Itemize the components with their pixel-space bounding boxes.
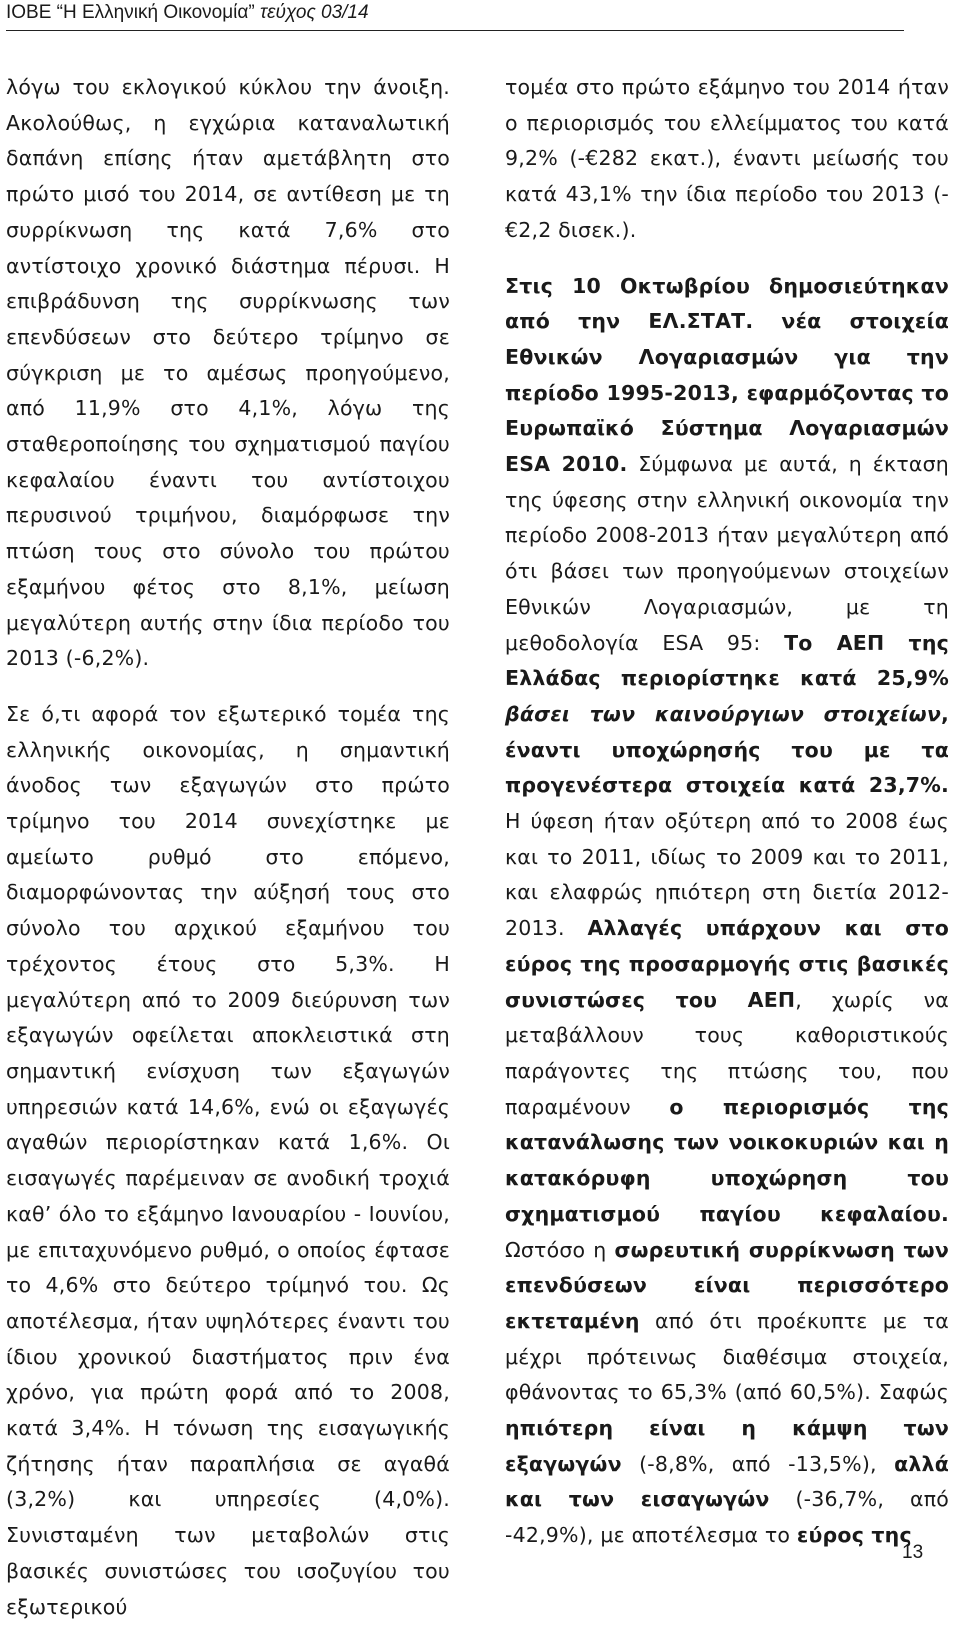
text-run: από ότι προέκυπτε με τα μέχρι πρότεινως διαθέσιμα στοιχεία, φθάνοντας το 65,3% (από 60,5%). Σαφώς bbox=[505, 1308, 949, 1405]
bold-text: Στις 10 Οκτωβρίου δημοσιεύτηκαν από την ΕΛ.ΣΤΑΤ. νέα στοιχεία Εθνικών Λογαριασμών για την περίοδο 1995-2013, εφαρμόζοντας το Ευρωπαϊκό Σύστημα Λογαριασμών ESA 2010. bbox=[505, 273, 949, 477]
text-run: , χωρίς να μεταβάλλουν τους καθοριστικούς παράγοντες της πτώσης του, που παραμένουν bbox=[505, 987, 949, 1119]
bold-text: , έναντι υποχώρησής του με τα προγενέστερα στοιχεία κατά 23,7%. bbox=[505, 701, 949, 798]
bold-text: σωρευτική συρρίκνωση των επενδύσεων είναι περισσότερο εκτεταμένη bbox=[505, 1237, 949, 1333]
bold-text: εύρος της bbox=[796, 1523, 912, 1548]
paragraph bbox=[505, 269, 949, 1554]
page-header bbox=[6, 0, 904, 31]
paragraph: Σε ό,τι αφορά τον εξωτερικό τομέα της ελληνικής οικονομίας, η σημαντική άνοδος των εξαγωγών στο πρώτο τρίμηνο του 2014 συνεχίστηκε με αμείωτο ρυθμό στο επόμενο, διαμορφώνοντας την αύξησή τους στο σύνολο του αρχικού εξαμήνου του τρέχοντος έτους στο 5,3%. Η μεγαλύτερη από το 2009 διεύρυνση των εξαγωγών οφείλεται αποκλειστικά στη σημαντική ενίσχυση των εξαγωγών υπηρεσιών κατά 14,6%, ενώ οι εξαγωγές αγαθών περιορίστηκαν κατά 1,6%. Οι εισαγωγές παρέμειναν σε ανοδική τροχιά καθ’ όλο το εξάμηνο Ιανουαρίου - Ιουνίου, με επιταχυνόμενο ρυθμό, ο οποίος έφτασε το 4,6% στο δεύτερο τρίμηνό του. Ως αποτέλεσμα, ήταν υψηλότερες έναντι του ίδιου χρονικού διαστήματος πριν ένα χρόνο, για πρώτη φορά από το 2008, κατά 3,4%. Η τόνωση της εισαγωγικής ζήτησης ήταν παραπλήσια σε αγαθά (3,2%) και υπηρεσίες (4,0%). Συνισταμένη των μεταβολών στις βασικές συνιστώσες του ισοζυγίου του εξωτερικού bbox=[6, 701, 450, 1619]
paragraph: λόγω του εκλογικού κύκλου την άνοιξη. Ακολούθως, η εγχώρια καταναλωτική δαπάνη επίσης ήταν αμετάβλητη στο πρώτο μισό του 2014, σε αντίθεση με τη συρρίκνωση της κατά 7,6% στο αντίστοιχο χρονικό διάστημα πέρυσι. Η επιβράδυνση της συρρίκνωσης των επενδύσεων στο δεύτερο τρίμηνο σε σύγκριση με το αμέσως προηγούμενο, από 11,9% στο 4,1%, λόγω της σταθεροποίησης του σχηματισμού παγίου κεφαλαίου έναντι του αντίστοιχου περυσινού τριμήνου, διαμόρφωσε την πτώση τους στο σύνολο του πρώτου εξαμήνου φέτος στο 8,1%, μείωση μεγαλύτερη αυτής στην ίδια περίοδο του 2013 (-6,2%). bbox=[6, 75, 450, 671]
page-number: 13 bbox=[902, 1542, 924, 1563]
paragraph: τομέα στο πρώτο εξάμηνο του 2014 ήταν ο περιορισμός του ελλείμματος του κατά 9,2% (-€282 εκατ.), έναντι μείωσής του κατά 43,1% την ίδια περίοδο του 2013 (-€2,2 δισεκ.). bbox=[505, 75, 949, 242]
bold-text: ο περιορισμός της κατανάλωσης των νοικοκυριών και η κατακόρυφη υποχώρηση του σχηματισμού παγίου κεφαλαίου. bbox=[505, 1094, 949, 1226]
bold-text: Το ΑΕΠ της Ελλάδας περιορίστηκε κατά 25,9% bbox=[505, 630, 949, 691]
text-run: (-36,7%, από -42,9%), με αποτέλεσμα το bbox=[505, 1487, 949, 1548]
text-run: Η ύφεση ήταν οξύτερη από το 2008 έως και το 2011, ιδίως το 2009 και το 2011, και ελαφρώς ηπιότερη στη διετία 2012-2013. bbox=[505, 809, 949, 941]
bold-text: ηπιότερη είναι η κάμψη των εξαγωγών bbox=[505, 1416, 949, 1476]
bold-text: αλλά και των εισαγωγών bbox=[505, 1451, 949, 1512]
bold-text: Αλλαγές υπάρχουν και στο εύρος της προσαρμογής στις βασικές συνιστώσες του ΑΕΠ bbox=[505, 916, 949, 1012]
text-run: (-8,8%, από -13,5%), bbox=[621, 1451, 895, 1476]
text-run: Σύμφωνα με αυτά, η έκταση της ύφεσης στην ελληνική οικονομία την περίοδο 2008-2013 ήταν μεγαλύτερη από ότι βάσει των προηγούμενων στοιχείων Εθνικών Λογαριασμών, με τη μεθοδολογία ESA 95: bbox=[505, 452, 949, 655]
header-title: ΙΟΒΕ “Η Ελληνική Οικονομία” bbox=[6, 2, 255, 23]
right-column bbox=[505, 70, 949, 1554]
header-issue: τεύχος 03/14 bbox=[259, 2, 369, 23]
text-run: Ωστόσο η bbox=[505, 1237, 615, 1262]
bold-italic-text: βάσει των καινούργιων στοιχείων bbox=[505, 701, 941, 726]
left-column bbox=[6, 70, 450, 1625]
